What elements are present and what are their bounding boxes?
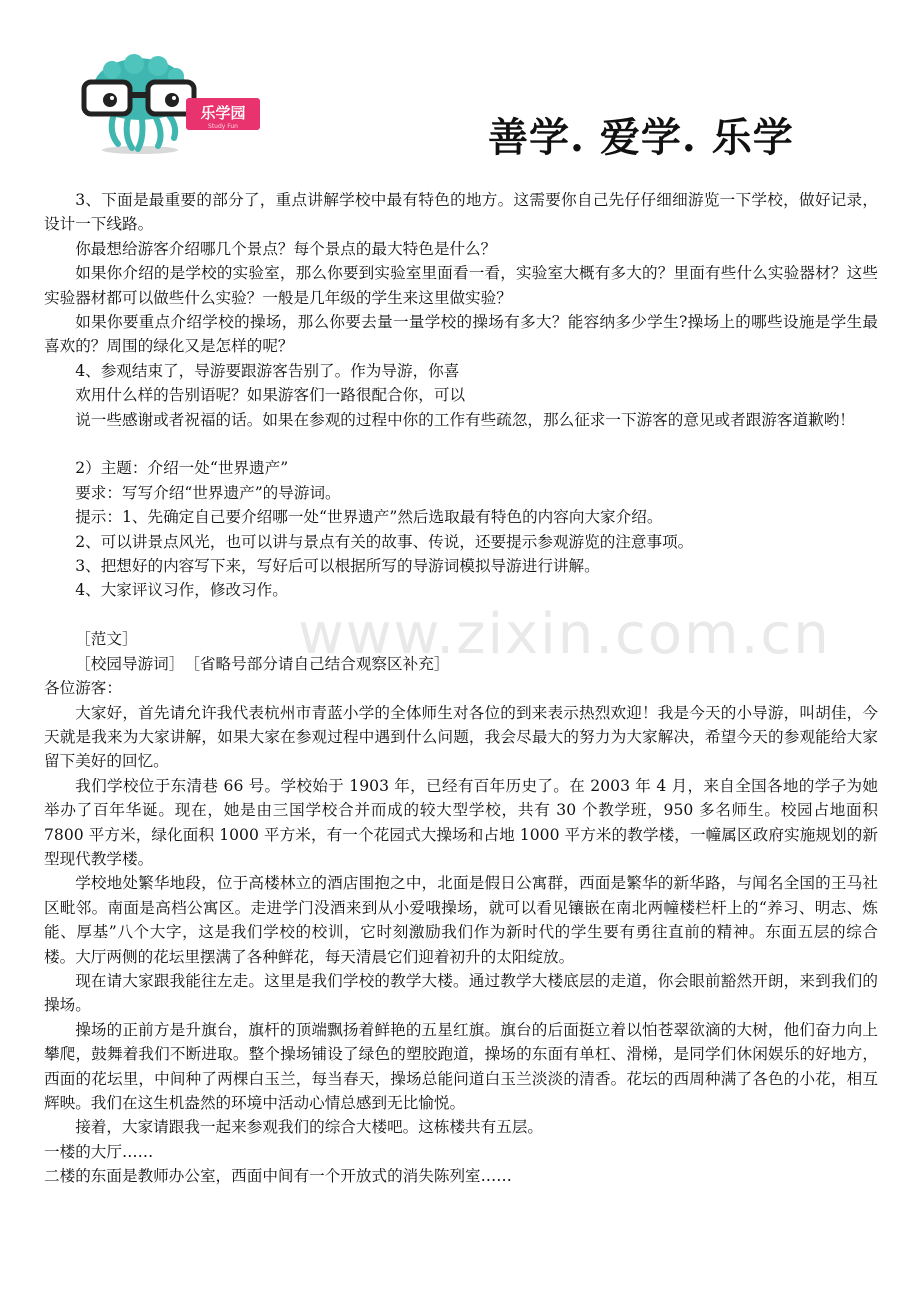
blank-line [44,603,878,627]
paragraph: 你最想给游客介绍哪几个景点？每个景点的最大特色是什么？ [75,239,497,258]
paragraph: 3、把想好的内容写下来，写好后可以根据所写的导游词模拟导游进行讲解。 [75,557,600,576]
page-header [0,0,920,170]
document-body [44,188,878,1189]
paragraph: 欢用什么样的告别语呢？如果游客们一路很配合你，可以 [75,386,466,405]
slogan: 善学. 爱学. 乐学 [488,114,794,161]
paragraph: 4、大家评议习作，修改习作。 [75,581,288,600]
paragraph: ［范文］ [75,630,138,649]
paragraph: 说一些感谢或者祝福的话。如果在参观的过程中你的工作有些疏忽，那么征求一下游客的意见或者跟游客道歉哟！ [75,410,855,429]
paragraph: 学校地处繁华地段，位于高楼林立的酒店围抱之中，北面是假日公寓群，西面是繁华的新华路，与闻名全国的王马社区毗邻。南面是高档公寓区。走进学门没酒来到从小爱哦操场，就可以看见镶嵌在南北两幢楼栏杆上的“养习、明志、炼能、厚基”八个大字，这是我们学校的校训，它时刻激励我们作为新时代的学生要有勇往直前的精神。东面五层的综合楼。大厅两侧的花坛里摆满了各种鲜花，每天清晨它们迎着初升的太阳绽放。 [44,874,878,966]
paragraph: 2、可以讲景点风光，也可以讲与景点有关的故事、传说，还要提示参观游览的注意事项。 [75,532,694,551]
paragraph: 操场的正前方是升旗台，旗杆的顶端飘扬着鲜艳的五星红旗。旗台的后面挺立着以怕苍翠欲滴的大树，他们奋力向上攀爬，鼓舞着我们不断进取。整个操场铺设了绿色的塑胶跑道，操场的东面有单杠、滑梯，是同学们休闲娱乐的好地方，西面的花坛里，中间种了两棵白玉兰，每当春天，操场总能问道白玉兰淡淡的清香。花坛的西周种满了各色的小花，相互辉映。我们在这生机盎然的环境中活动心情总感到无比愉悦。 [44,1020,878,1112]
paragraph: 一楼的大厅…… [44,1142,154,1161]
paragraph: 要求：写写介绍“世界遗产”的导游词。 [75,483,341,502]
blank-line [44,432,878,456]
paragraph: 二楼的东面是教师办公室，西面中间有一个开放式的消失陈列室…… [44,1167,512,1186]
paragraph: 如果你要重点介绍学校的操场，那么你要去量一量学校的操场有多大？能容纳多少学生?操场上的哪些设施是学生最喜欢的？周围的绿化又是怎样的呢？ [44,313,878,356]
paragraph: 大家好，首先请允许我代表杭州市青蓝小学的全体师生对各位的到来表示热烈欢迎！我是今天的小导游，叫胡佳，今天就是我来为大家讲解，如果大家在参观过程中遇到什么问题，我会尽最大的努力为大家解决，希望今天的参观能给大家留下美好的回忆。 [44,703,878,771]
paragraph: 现在请大家跟我能往左走。这里是我们学校的教学大楼。通过教学大楼底层的走道，你会眼前豁然开朗，来到我们的操场。 [44,971,878,1015]
paragraph: 2）主题：介绍一处“世界遗产” [75,459,289,478]
paragraph: 3、下面是最重要的部分了，重点讲解学校中最有特色的地方。这需要你自己先仔仔细细游览一下学校，做好记录，设计一下线路。 [44,191,878,234]
paragraph: 我们学校位于东清巷 66 号。学校始于 1903 年，已经有百年历史了。在 2003 年 4 月，来自全国各地的学子为她举办了百年华诞。现在，她是由三国学校合并而成的较大型学校，共有 30 个教学班，950 多名师生。校园占地面积 7800 平方米，绿化面积 1000 平方米，有一个花园式大操场和占地 1000 平方米的教学楼，一幢属区政府实施规划的新型现代教学楼。 [44,776,878,868]
paragraph: 接着，大家请跟我一起来参观我们的综合大楼吧。这栋楼共有五层。 [75,1118,544,1137]
paragraph: 提示：1、先确定自己要介绍哪一处“世界遗产”然后选取最有特色的内容向大家介绍。 [75,508,663,527]
paragraph: 如果你介绍的是学校的实验室，那么你要到实验室里面看一看，实验室大概有多大的？里面有些什么实验器材？这些实验器材都可以做些什么实验？一般是几年级的学生来这里做实验？ [44,264,878,307]
paragraph: ［校园导游词］ ［省略号部分请自己结合观察区补充］ [75,654,450,673]
paragraph: 各位游客： [44,679,122,698]
logo-text: 乐学园 [200,104,246,122]
study-fun-logo [78,52,268,157]
paragraph: 4、参观结束了，导游要跟游客告别了。作为导游，你喜 [75,361,460,380]
watermark: www.zixin.com.cn [298,602,831,667]
logo-subtext: Study Fun [208,123,238,130]
